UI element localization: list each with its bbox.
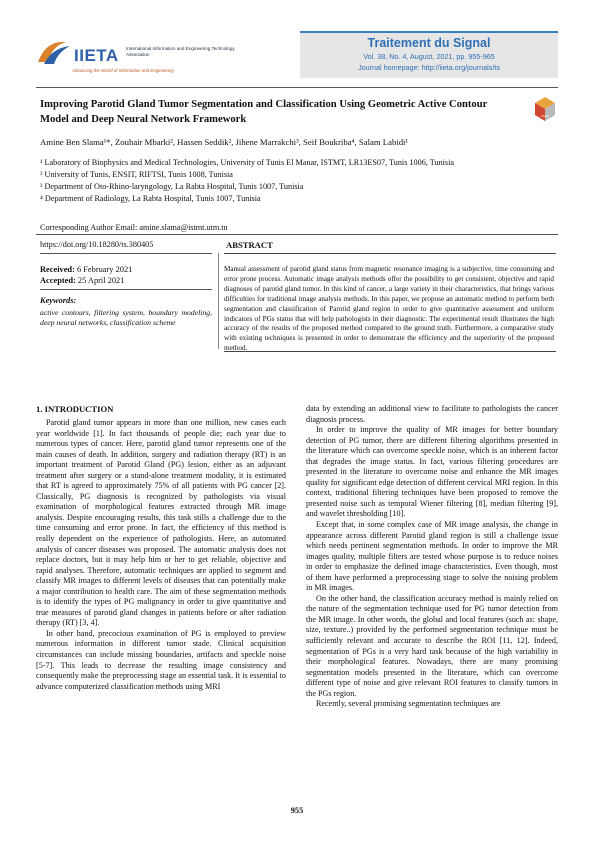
accepted-date: 25 April 2021	[77, 276, 125, 285]
abstract-heading: ABSTRACT	[226, 240, 273, 250]
paragraph: Except that, in some complex case of MR image analysis, the change in appearance across different Parotid gland region is still a challenge issue which needs pertinent segmentation methods. In order to improve the MR images quality, multiple filters are tested whose purpose is to reduce noises in order to emphasize the defined image characteristics. Even though, most of them have performed a preprocessing stage to solve the noising problem in MR images.	[306, 520, 558, 593]
check-for-updates-icon[interactable]	[533, 95, 557, 123]
affiliation-1: ¹ Laboratory of Biophysics and Medical Technologies, University of Tunis El Manar, ISTMT, LR13ES07, Tunis 1006, Tunisia	[40, 158, 455, 167]
paragraph: In order to improve the quality of MR images for better boundary detection of PG tumor, there are different filtering algorithms presented in the literature which can overcome speckle noise, which is an inherent factor that degrades the image status. In fact, various filtering procedures are presented in the literature to overcome noise and enhance the MR images quality for significant edge detection of different cervical MRI region. In this context, traditional filtering techniques have been proposed to remove the presented noise such as temporal Wiener filtering [8], median filtering [9], and wavelet thresholding [10].	[306, 425, 558, 519]
abstract-text: Manual assessment of parotid gland status from magnetic resonance imaging is a subjective, time consuming and error prone process. Automatic image analysis methods offer the possibility to get consistent, objective and rapid diagnoses of parotid gland tumor. In this kind of cancer, a large variety in their characteristics, that brings various difficulties for traditional image analysis methods. In this paper, we propose an automatic method to perform both segmentation and classification of Parotid gland region in order to give quantitative assessment and uniform indicators of PGs status that will help pathologists in their diagnostic. The experimental result illustrates the high accuracy of the results of the proposed method compared to the ground truth. Furthermore, a comparative study with existing techniques is presented in order to demonstrate the efficiency and the superiority of the proposed method.	[224, 265, 554, 353]
paragraph: Parotid gland tumor appears in more than one million, new cases each year worldwide [1]. In fact thousands of people die; each year due to numerous types of cancer. Here, parotid gland tumor represents one of the main causes of death. In addition, surgery and radiation therapy (RT) is an important treatment of Parotid Gland (PG) lesion, either as an adjuvant treatment after surgery or a stand-alone treatment modality, it is estimated that RT is agreed to approximately 75% of all patients with PG cancer [2]. Classically, PG diagnosis is recognized by pathologists via visual examination of morphological features extracted through MR image analysis. Despite encouraging results, this task stills a challenge due to the time consuming and error prone. In fact, the efficiency of this method is really dependent on the experience of pathologists. Here, an automated analysis of cancer diseases was proposed. The automatic analysis does not replace doctors, but it may help him or her to get reliable, objective and rapid analyses. Therefore, automatic techniques are applied to segment and classify MR images to different levels of diseases that can potentially make a major contribution to health care. The aim of these segmentation methods is to identify the types of PG malignancy in order to give quantitative and true measures of parotid gland changes in patients before or after radiation therapy (RT) [3, 4].	[36, 418, 286, 628]
journal-homepage-link[interactable]: Journal homepage: http://iieta.org/journals/ts	[358, 63, 500, 72]
body-column-right	[306, 404, 558, 710]
logo-tagline: Advancing the World of Information and Engineering	[72, 68, 174, 73]
paragraph: In other hand, precocious examination of PG is employed to preview numerous information in different tumor stade. Clinical acquisition circumstances can include missing boundaries, artifacts and speckle noise [5-7]. This leads to decrease the resulting image consistency and consequently make the preprocessing stage an essential task. It is essential to advance computerized classification methods using MRI	[36, 628, 286, 691]
abstract-top-divider	[224, 253, 556, 254]
journal-info-box	[300, 31, 558, 78]
logo-organization: International Information and Engineering Technology Association	[126, 46, 235, 57]
accepted-label: Accepted:	[40, 276, 76, 285]
corr-divider	[36, 234, 558, 235]
affiliation-3: ³ Department of Oto-Rhino-laryngology, La Rabta Hospital, Tunis 1007, Tunisia	[40, 182, 304, 191]
keywords-heading: Keywords:	[40, 296, 77, 305]
paper-title: Improving Parotid Gland Tumor Segmentation and Classification Using Geometric Active Contour Model and Deep Neural Network Framework	[40, 99, 488, 125]
journal-volume: Vol. 38, No. 4, August, 2021, pp. 955-965	[363, 52, 495, 61]
publisher-logo	[36, 38, 246, 78]
logo-name: IIETA	[74, 46, 119, 65]
doi-divider	[40, 253, 212, 254]
received-label: Received:	[40, 265, 75, 274]
page-number: 955	[290, 806, 304, 815]
journal-title: Traitement du Signal	[367, 36, 491, 50]
iieta-logo-icon	[36, 38, 72, 68]
corresponding-author: Corresponding Author Email: amine.slama@istmt.utm.tn	[40, 223, 228, 232]
column-divider	[218, 253, 219, 349]
author-list: Amine Ben Slama¹*, Zouhair Mbarki², Hassen Seddik², Jihene Marrakchi³, Seif Boukriba⁴, Salam Labidi¹	[40, 137, 409, 147]
header-divider	[36, 87, 558, 88]
abstract-bottom-divider	[224, 351, 556, 352]
paragraph: data by extending an additional view to facilitate to pathologists the cancer diagnosis process.	[306, 404, 558, 424]
keywords-list: active contours, filtering system, boundary modeling, deep neural networks, classification scheme	[40, 308, 212, 327]
section-heading: 1. INTRODUCTION	[36, 404, 114, 414]
affiliation-4: ⁴ Department of Radiology, La Rabta Hospital, Tunis 1007, Tunisia	[40, 194, 261, 203]
svg-text:check: check	[541, 114, 549, 118]
paragraph: Recently, several promising segmentation techniques are	[316, 699, 501, 709]
article-dates	[40, 264, 132, 286]
received-date: 6 February 2021	[76, 265, 133, 274]
dates-divider	[40, 289, 212, 290]
body-column-left	[36, 418, 286, 692]
doi-link[interactable]: https://doi.org/10.18280/ts.380405	[40, 240, 154, 249]
paragraph: On the other hand, the classification accuracy method is mainly relied on the nature of the segmentation technique used for PG tumor detection from the MR image. In other words, the global and local features (such as: shape, size, texture..) provided by the performed segmentation technique must be sufficiently relevant and accurate to describe the ROI [11, 12]. Indeed, segmentation of PGs is a very hard task because of the high variability in their morphological features. Nowadays, there are many promising segmentation models presented in the literature, which can overcome different type of noise and give relevant ROI features to classify tumors in the PGs region.	[306, 593, 558, 698]
affiliation-2: ² University of Tunis, ENSIT, RIFTSI, Tunis 1008, Tunisia	[40, 170, 233, 179]
